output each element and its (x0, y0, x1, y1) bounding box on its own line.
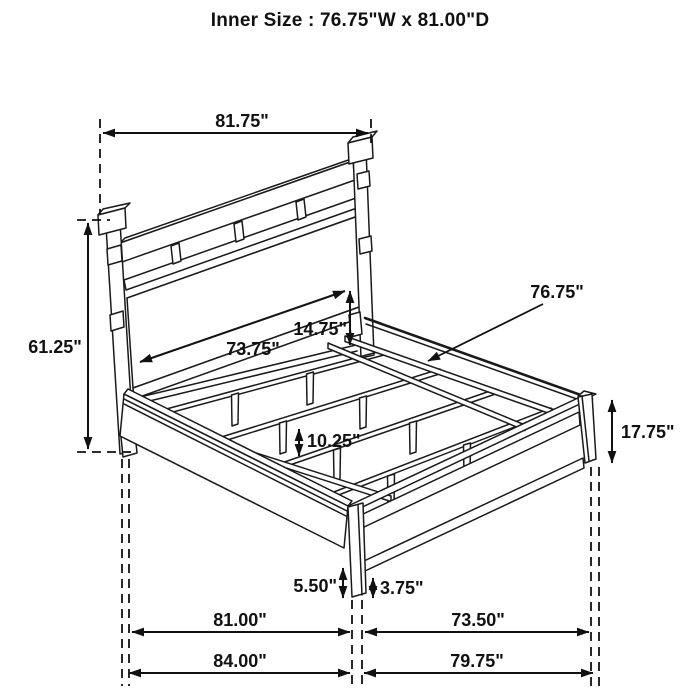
page-title: Inner Size : 76.75"W x 81.00"D (210, 10, 490, 31)
dim-headboard-height-label: 61.25" (28, 337, 82, 357)
dim-footboard-inner-width-label: 73.50" (451, 610, 505, 630)
dim-overall-depth (129, 651, 350, 673)
dim-slat-rail-width-label: 76.75" (530, 282, 584, 302)
dim-overall-width (364, 651, 593, 673)
dim-headboard-width-label: 81.75" (215, 111, 269, 131)
dim-footboard-foot-height (373, 578, 424, 598)
headboard-slat-divider (296, 199, 306, 220)
dim-overall-width-label: 79.75" (450, 651, 504, 671)
dim-footboard-height-label: 17.75" (621, 422, 675, 442)
dim-front-leg-height (293, 568, 343, 598)
headboard-slat-divider (171, 243, 181, 264)
dim-headboard-inner-width-label: 73.75" (226, 339, 280, 359)
dim-footboard-inner-width (365, 610, 589, 632)
footboard-right-post (578, 394, 596, 463)
dim-footboard-height (612, 400, 675, 463)
dim-support-leg-height-label: 10.25" (307, 431, 361, 451)
dim-footboard-foot-height-label: 3.75" (380, 578, 424, 598)
dim-headboard-width (103, 111, 368, 133)
dim-headboard-height (28, 223, 88, 449)
dim-side-length-label: 81.00" (213, 610, 267, 630)
dim-slat-rail-width (428, 282, 584, 361)
dim-overall-depth-label: 84.00" (213, 651, 267, 671)
footboard-left-post (348, 503, 366, 597)
headboard-slat-divider (234, 221, 244, 242)
dim-front-leg-height-label: 5.50" (293, 576, 337, 596)
footboard (348, 391, 596, 597)
dim-rail-top-height-label: 14.75" (293, 319, 347, 339)
dim-side-length (132, 610, 350, 632)
